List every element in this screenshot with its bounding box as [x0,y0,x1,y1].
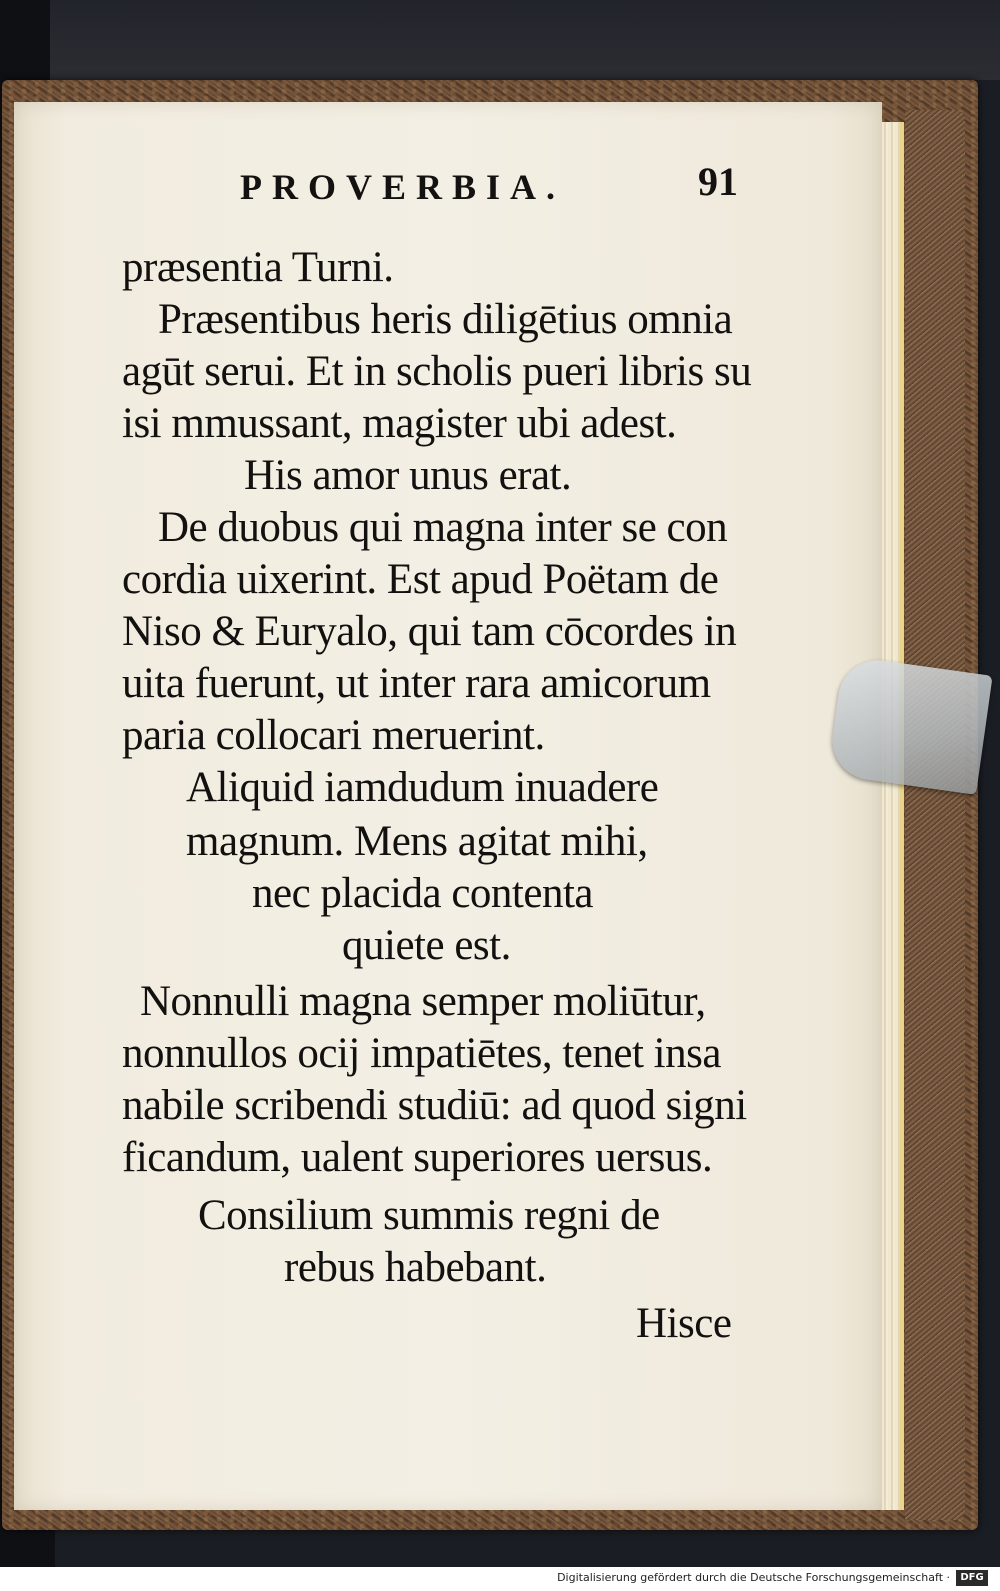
text-line: nabile scribendi studiū: ad quod signi [122,1082,747,1129]
catchword: Hisce [636,1300,732,1347]
text-line: cordia uixerint. Est apud Poëtam de [122,556,719,603]
footer-credit: Digitalisierung gefördert durch die Deutsche Forschungsgemeinschaft · [557,1571,950,1584]
text-line: ficandum, ualent superiores uersus. [122,1134,713,1181]
text-line: Niso & Euryalo, qui tam cōcordes in [122,608,737,655]
text-line: nonnullos ocij impatiētes, tenet insa [122,1030,721,1077]
text-line: uita fuerunt, ut inter rara amicorum [122,660,711,707]
text-line: rebus habebant. [284,1244,547,1291]
text-line: Aliquid iamdudum inuadere [186,764,659,811]
page-number: 91 [698,159,738,204]
text-line: isi mmussant, magister ubi adest. [122,400,677,447]
text-line: His amor unus erat. [244,452,572,499]
text-line: Præsentibus heris diligētius omnia [158,296,733,343]
text-line: magnum. Mens agitat mihi, [186,818,648,865]
running-head: PROVERBIA. [240,167,566,207]
text-line: quiete est. [342,922,511,969]
text-line: Nonnulli magna semper moliūtur, [140,978,706,1025]
text-line: De duobus qui magna inter se con [158,504,728,551]
text-line: Consilium summis regni de [198,1192,660,1239]
text-line: agūt serui. Et in scholis pueri libris su [122,348,752,395]
text-line: paria collocari meruerint. [122,712,545,759]
text-line: nec placida contenta [252,870,593,917]
text-line: præsentia Turni. [122,244,394,291]
dfg-logo: DFG [956,1570,988,1586]
